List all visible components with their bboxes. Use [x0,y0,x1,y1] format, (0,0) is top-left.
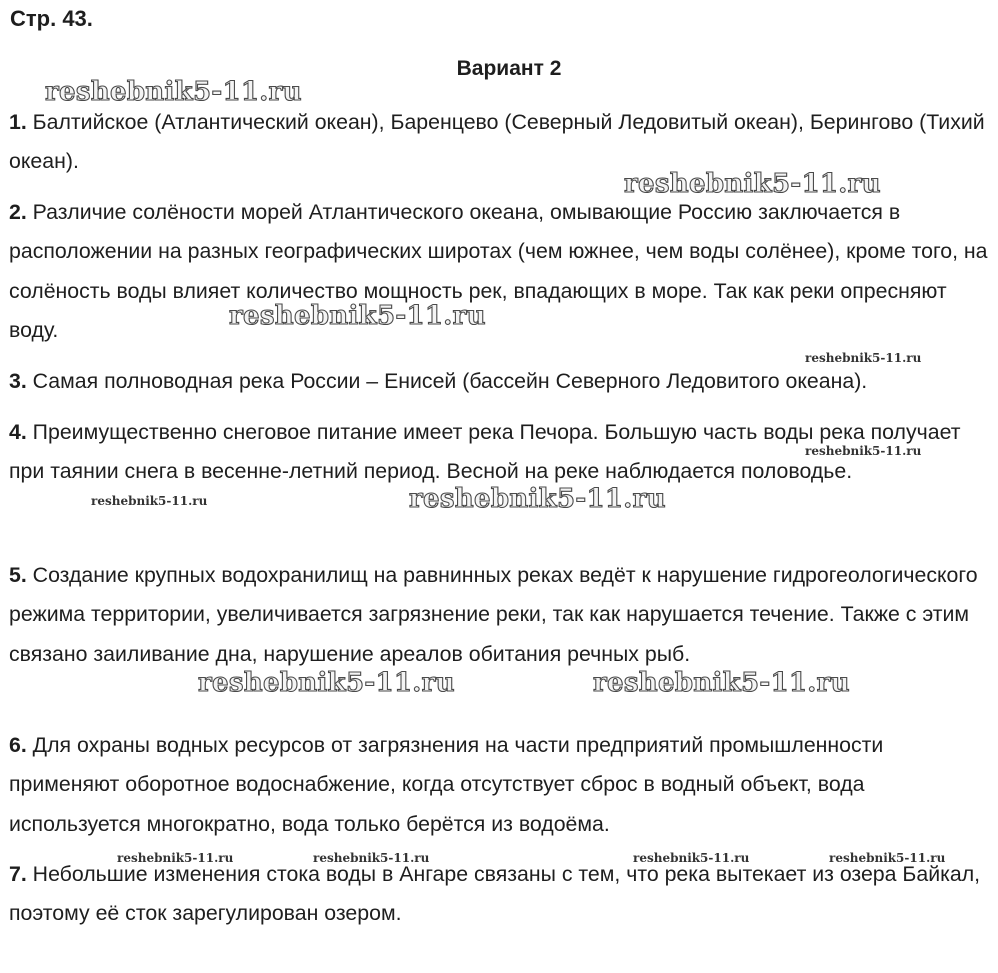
answer-text: Балтийское (Атлантический океан), Баренцево (Северный Ледовитый океан), Берингово (Тихий океан). [9,110,985,174]
answer-text: Для охраны водных ресурсов от загрязнения на части предприятий промышленности применяют оборотное водоснабжение, когда отсутствует сброс в водный объект, вода используется многократно, вода только берётся из водоёма. [9,733,884,836]
answer-number: 6. [9,733,27,757]
answer-text: Различие солёности морей Атлантического океана, омывающие Россию заключается в расположении на разных географических широтах (чем южнее, чем воды солёнее), кроме того, на солёность воды влияет количество мощность рек, впадающих в море. Так как реки опресняют воду. [9,200,988,342]
watermark: reshebnik5-11.ru [829,851,946,865]
answer-7 [9,855,989,934]
page-heading: Стр. 43. [10,6,93,31]
watermark: reshebnik5-11.ru [198,668,455,698]
answer-number: 1. [9,110,27,134]
answer-number: 3. [9,369,27,393]
answer-number: 7. [9,862,27,886]
answer-number: 2. [9,200,27,224]
answer-text: Небольшие изменения стока воды в Ангаре связаны с тем, что река вытекает из озера Байкал, поэтому её сток зарегулирован озером. [9,862,981,926]
answer-text: Самая полноводная река России – Енисей (бассейн Северного Ледовитого океана). [26,369,868,393]
watermark: reshebnik5-11.ru [229,301,486,331]
watermark: reshebnik5-11.ru [409,484,666,514]
answer-text: Создание крупных водохранилищ на равнинных реках ведёт к нарушение гидрогеологического режима территории, увеличивается загрязнение реки, так как нарушается течение. Также с этим связано заиливание дна, нарушение ареалов обитания речных рыб. [9,563,978,666]
watermark: reshebnik5-11.ru [91,494,208,508]
watermark: reshebnik5-11.ru [117,851,234,865]
watermark: reshebnik5-11.ru [805,351,922,365]
watermark: reshebnik5-11.ru [805,444,922,458]
answer-text: Преимущественно снеговое питание имеет река Печора. Большую часть воды река получает при таянии снега в весенне-летний период. Весной на реке наблюдается половодье. [9,420,961,484]
answer-number: 5. [9,563,27,587]
watermark: reshebnik5-11.ru [633,851,750,865]
watermark: reshebnik5-11.ru [313,851,430,865]
answer-5 [9,556,989,674]
watermark: reshebnik5-11.ru [624,169,881,199]
variant-title: Вариант 2 [456,57,562,80]
watermark: reshebnik5-11.ru [45,77,302,107]
answer-number: 4. [9,420,27,444]
answer-3 [9,362,989,401]
watermark: reshebnik5-11.ru [593,668,850,698]
answer-6 [9,726,989,844]
answer-2 [9,193,989,350]
